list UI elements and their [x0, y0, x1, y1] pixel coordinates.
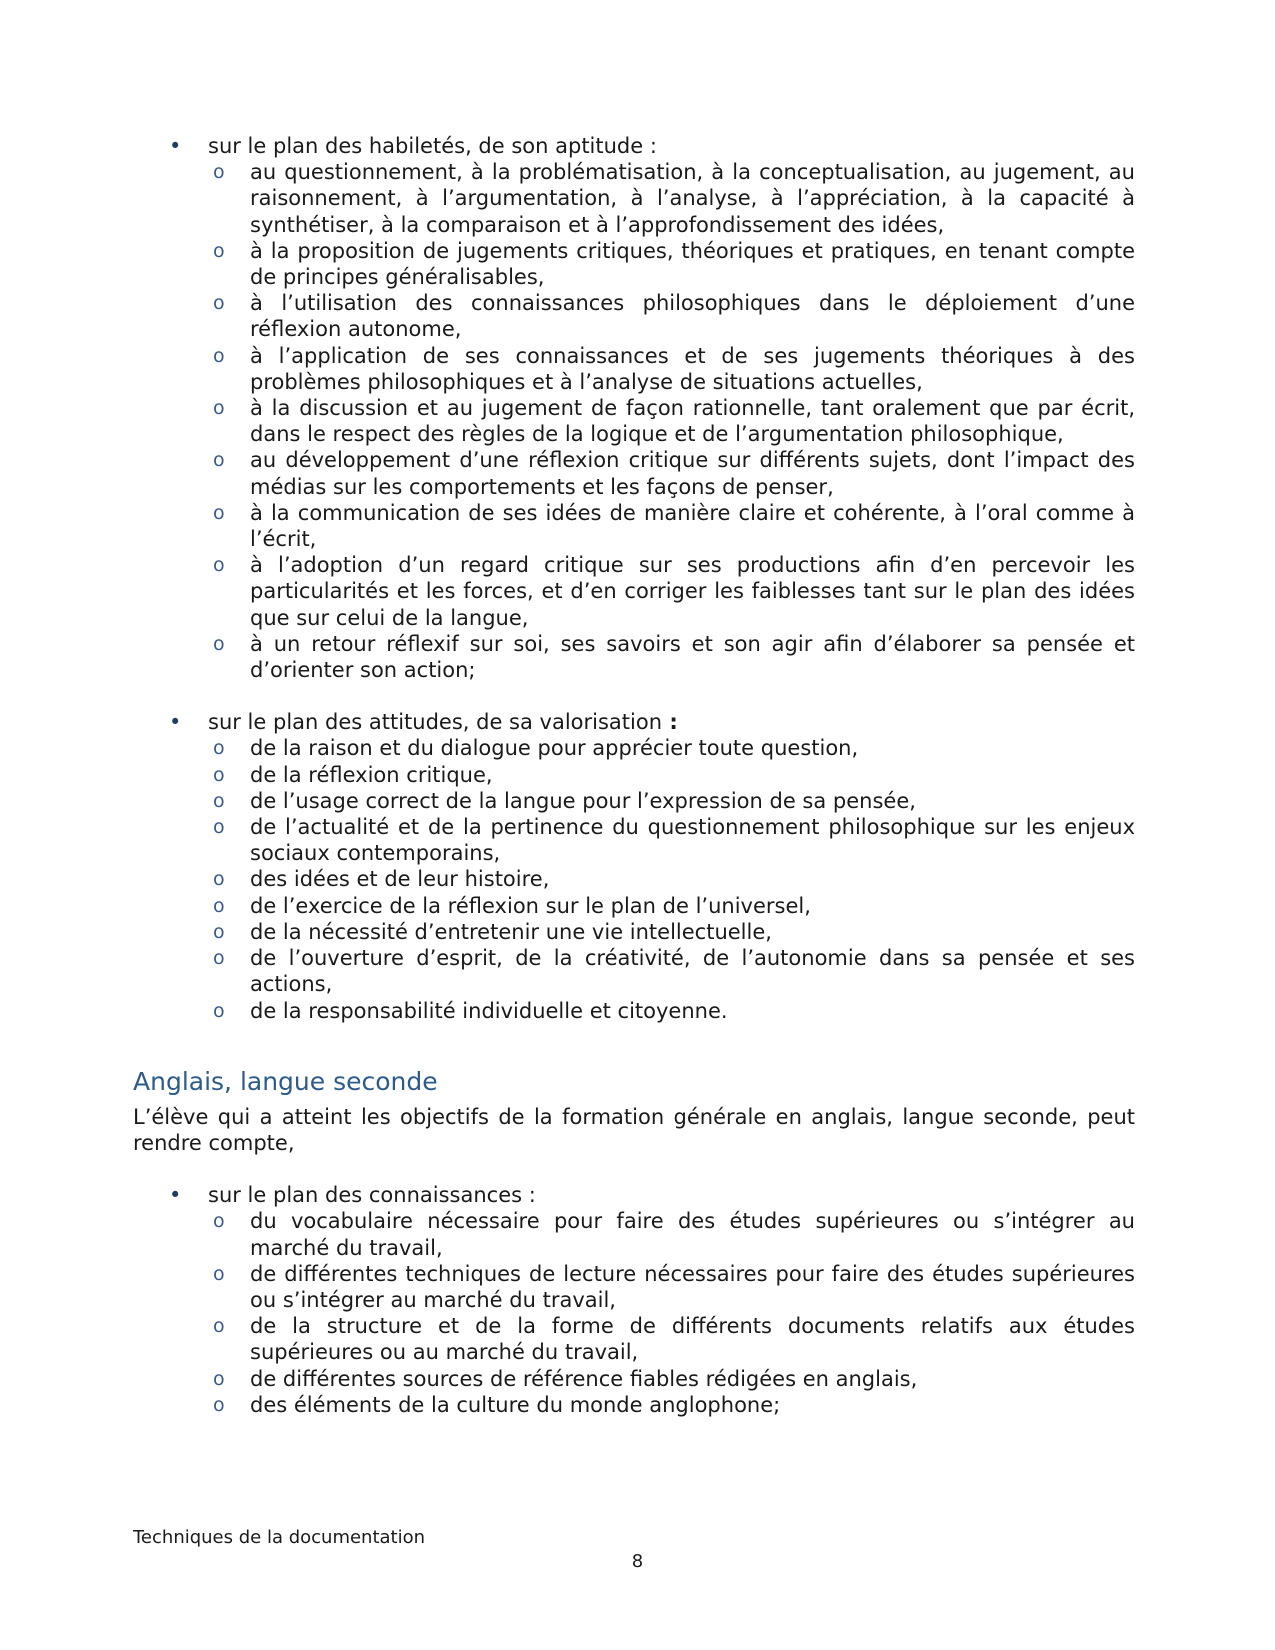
sub-bullet-item	[133, 814, 1135, 866]
sub-bullet-text: à l’utilisation des connaissances philosophiques dans le déploiement d’une réflexion autonome,	[250, 291, 1135, 342]
sub-bullet-text: de différentes sources de référence fiables rédigées en anglais,	[250, 1366, 918, 1391]
sub-bullet-text: de la responsabilité individuelle et citoyenne.	[250, 998, 728, 1023]
page-number: 8	[631, 1551, 644, 1572]
circle-bullet-icon: o	[213, 1367, 225, 1390]
sub-bullet-text: à l’adoption d’un regard critique sur ses productions afin d’en percevoir les particularités et les forces, et d’en corriger les faiblesses tant sur le plan des idées que sur celui de la langue,	[250, 553, 1135, 630]
sub-bullet-text: de la réflexion critique,	[250, 762, 493, 787]
bullet-icon: •	[169, 134, 182, 158]
circle-bullet-icon: o	[213, 1393, 225, 1416]
sub-bullet-text: à la discussion et au jugement de façon rationnelle, tant oralement que par écrit, dans le respect des règles de la logique et de l’argumentation philosophique,	[250, 396, 1135, 447]
bullet-text: sur le plan des attitudes, de sa valorisation	[208, 710, 663, 735]
sub-bullet-text: à la communication de ses idées de manière claire et cohérente, à l’oral comme à l’écrit,	[250, 500, 1135, 552]
sub-bullet-item	[133, 1313, 1135, 1365]
sub-bullet-text: à l’application de ses connaissances et de ses jugements théoriques à des problèmes philosophiques et à l’analyse de situations actuelles,	[250, 343, 1135, 394]
sub-bullet-item	[133, 893, 1135, 919]
bullet-text-colon: :	[662, 710, 678, 735]
sub-bullet-item	[133, 552, 1135, 631]
sub-bullet-item	[133, 1366, 1135, 1392]
sub-bullet-text: à un retour réflexif sur soi, ses savoirs et son agir afin d’élaborer sa pensée et d’orienter son action;	[250, 631, 1135, 683]
circle-bullet-icon: o	[213, 161, 225, 184]
sub-bullet-text: de différentes techniques de lecture nécessaires pour faire des études supérieures ou s’intégrer au marché du travail,	[250, 1261, 1135, 1312]
circle-bullet-icon: o	[213, 501, 225, 524]
circle-bullet-icon: o	[213, 789, 225, 812]
circle-bullet-icon: o	[213, 894, 225, 917]
intro-paragraph: L’élève qui a atteint les objectifs de la formation générale en anglais, langue seconde, peut rendre compte,	[133, 1104, 1135, 1155]
sub-bullet-item	[133, 762, 1135, 788]
circle-bullet-icon: o	[213, 1315, 225, 1338]
sub-bullet-item	[133, 395, 1135, 447]
sub-bullet-item	[133, 919, 1135, 945]
sub-bullet-item	[133, 290, 1135, 342]
circle-bullet-icon: o	[213, 999, 225, 1022]
bullet-text: sur le plan des connaissances :	[208, 1183, 536, 1208]
circle-bullet-icon: o	[213, 449, 225, 472]
sub-bullet-text: au développement d’une réflexion critique sur différents sujets, dont l’impact des médias sur les comportements et les façons de penser,	[250, 448, 1135, 499]
sub-bullet-text: de la raison et du dialogue pour apprécier toute question,	[250, 736, 859, 761]
circle-bullet-icon: o	[213, 1210, 225, 1233]
sub-bullet-item	[133, 1261, 1135, 1313]
circle-bullet-icon: o	[213, 947, 225, 970]
circle-bullet-icon: o	[213, 344, 225, 367]
sub-bullet-text: de l’usage correct de la langue pour l’expression de sa pensée,	[250, 788, 916, 813]
circle-bullet-icon: o	[213, 737, 225, 760]
sub-bullet-item	[133, 1208, 1135, 1260]
sub-bullet-text: de l’exercice de la réflexion sur le plan de l’universel,	[250, 893, 811, 918]
bullet-item-attitudes	[133, 709, 1135, 735]
bullet-icon: •	[169, 710, 182, 735]
sub-bullet-text: au questionnement, à la problématisation, à la conceptualisation, au jugement, au raisonnement, à l’argumentation, à l’analyse, à l’appréciation, à la capacité à synthétiser, à la comparaison et à l’approfondissement des idées,	[250, 160, 1135, 237]
section-heading: Anglais, langue seconde	[133, 1066, 438, 1096]
sub-bullet-item	[133, 788, 1135, 814]
sub-bullet-item	[133, 631, 1135, 683]
sub-bullet-text: de l’ouverture d’esprit, de la créativité, de l’autonomie dans sa pensée et ses actions,	[250, 946, 1135, 997]
sub-bullet-item	[133, 343, 1135, 395]
circle-bullet-icon: o	[213, 1262, 225, 1285]
sub-bullet-item	[133, 1392, 1135, 1418]
sub-bullet-text: de la nécessité d’entretenir une vie intellectuelle,	[250, 919, 772, 944]
sub-bullet-item	[133, 945, 1135, 997]
footer-title: Techniques de la documentation	[133, 1527, 426, 1548]
circle-bullet-icon: o	[213, 397, 225, 420]
circle-bullet-icon: o	[213, 632, 225, 655]
spacer	[133, 1156, 1135, 1182]
bullet-item-habiletes	[133, 133, 1135, 159]
circle-bullet-icon: o	[213, 920, 225, 943]
sub-bullet-item	[133, 500, 1135, 552]
sub-bullet-text: du vocabulaire nécessaire pour faire des études supérieures ou s’intégrer au marché du travail,	[250, 1209, 1135, 1260]
bullet-text: sur le plan des habiletés, de son aptitude :	[208, 134, 657, 158]
sub-bullet-item	[133, 159, 1135, 238]
sub-bullet-text: des éléments de la culture du monde anglophone;	[250, 1392, 781, 1417]
sub-bullet-item	[133, 238, 1135, 290]
circle-bullet-icon: o	[213, 292, 225, 315]
sub-bullet-item	[133, 866, 1135, 892]
circle-bullet-icon: o	[213, 554, 225, 577]
sub-bullet-text: de l’actualité et de la pertinence du questionnement philosophique sur les enjeux sociaux contemporains,	[250, 815, 1135, 866]
sub-bullet-item	[133, 735, 1135, 761]
sub-bullet-text: des idées et de leur histoire,	[250, 867, 550, 892]
circle-bullet-icon: o	[213, 868, 225, 891]
bullet-item-connaissances	[133, 1182, 1135, 1208]
sub-bullet-text: de la structure et de la forme de différents documents relatifs aux études supérieures ou au marché du travail,	[250, 1314, 1135, 1365]
bullet-icon: •	[169, 1183, 182, 1208]
sub-bullet-text: à la proposition de jugements critiques, théoriques et pratiques, en tenant compte de principes généralisables,	[250, 238, 1135, 290]
sub-bullet-item	[133, 998, 1135, 1024]
circle-bullet-icon: o	[213, 763, 225, 786]
page-content	[133, 133, 1135, 1418]
circle-bullet-icon: o	[213, 239, 225, 262]
sub-bullet-item	[133, 447, 1135, 499]
spacer	[133, 683, 1135, 709]
circle-bullet-icon: o	[213, 816, 225, 839]
